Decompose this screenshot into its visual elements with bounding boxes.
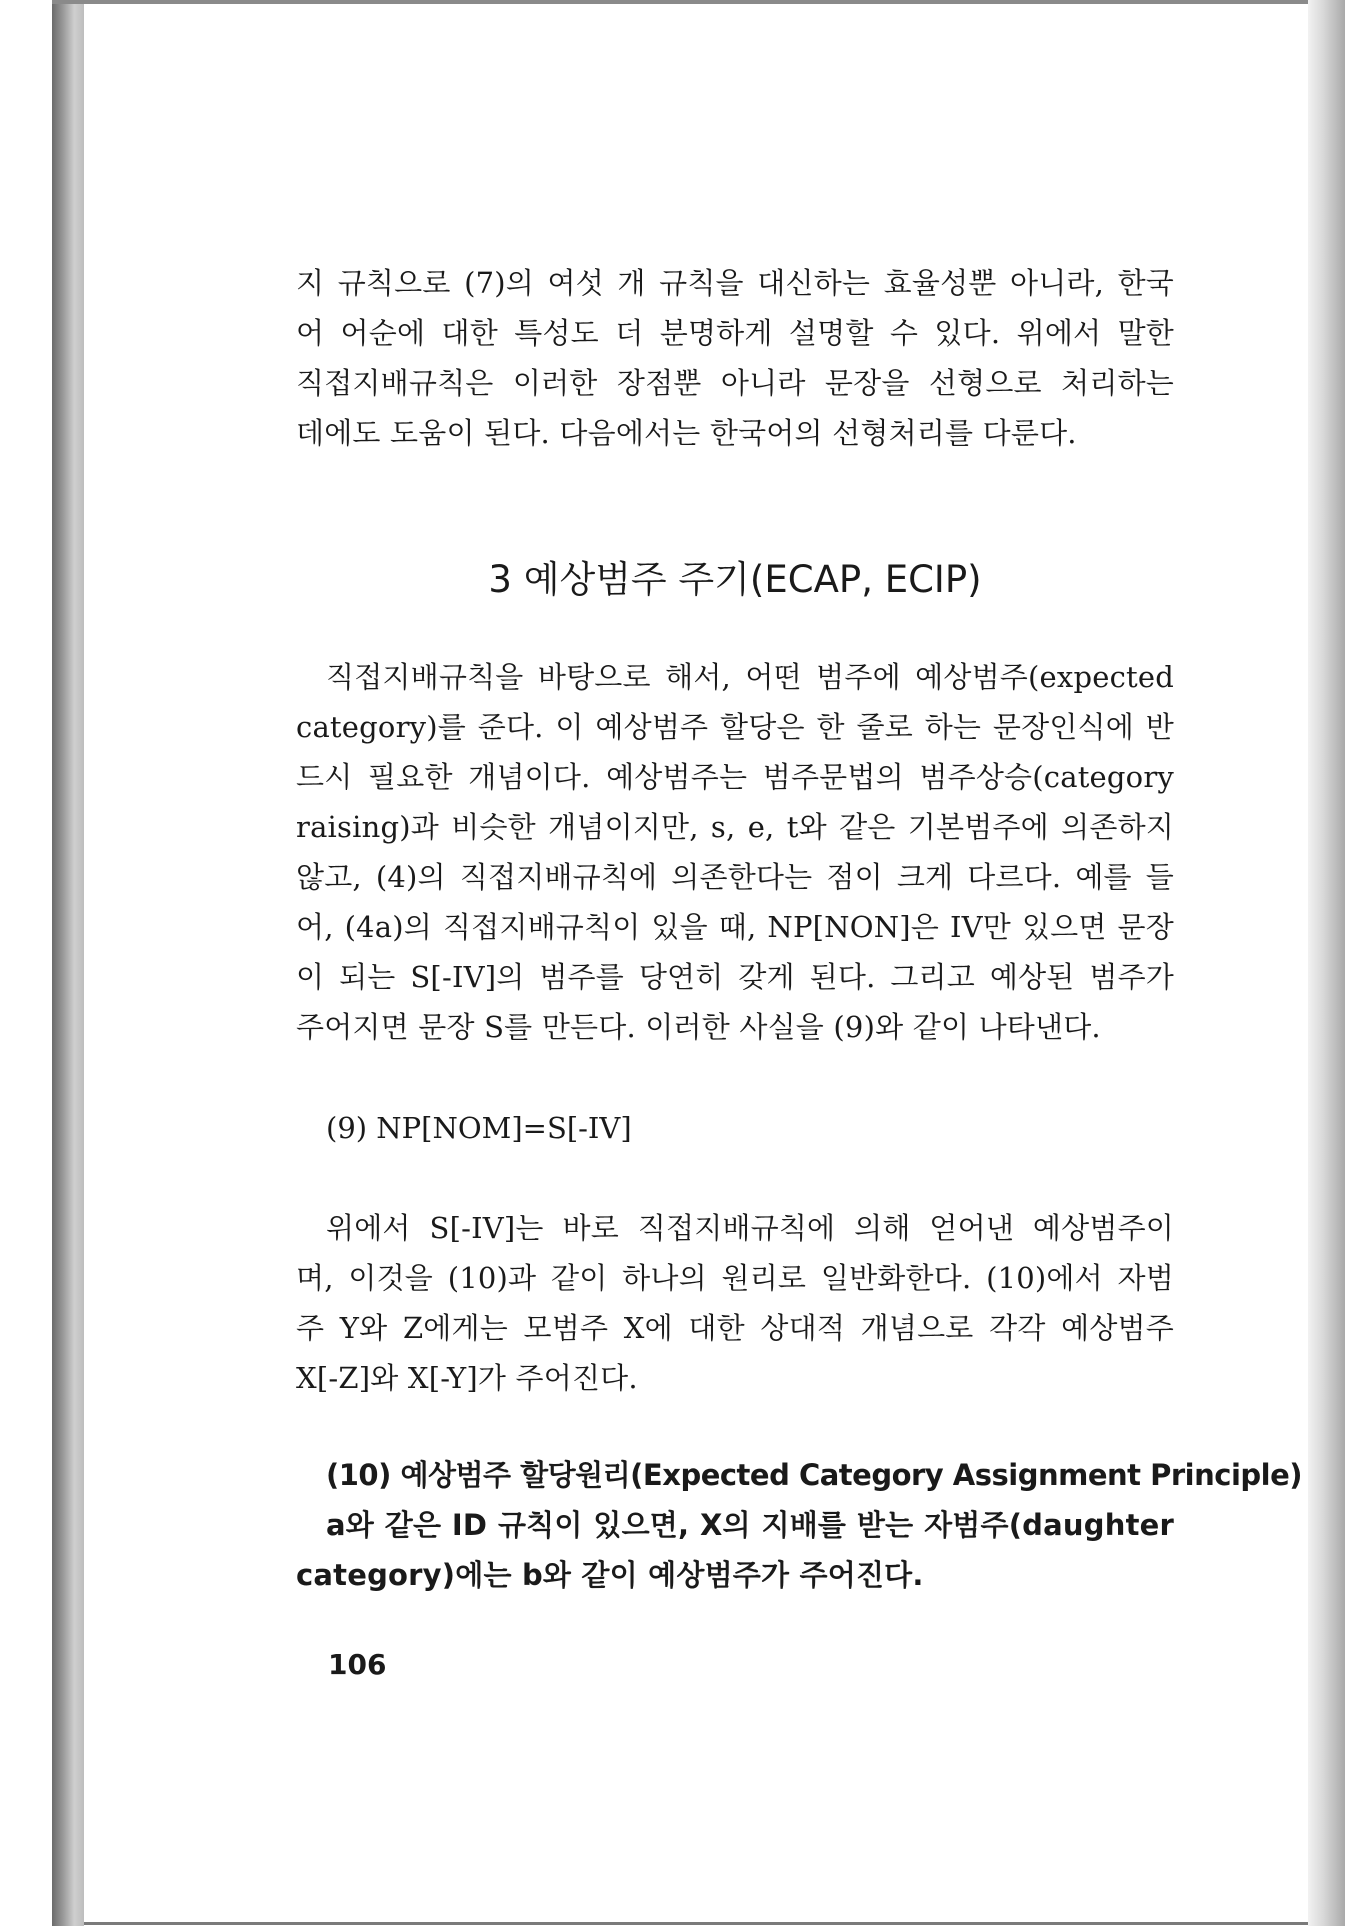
example-9: (9) NP[NOM]=S[-IV]: [326, 1111, 632, 1145]
paragraph-line: 않고, (4)의 직접지배규칙에 의존한다는 점이 크게 다르다. 예를 들: [296, 860, 1174, 894]
section-heading: 3 예상범주 주기(ECAP, ECIP): [488, 558, 982, 601]
principle-line: a와 같은 ID 규칙이 있으면, X의 지배를 받는 자범주(daughter: [326, 1508, 1174, 1542]
paragraph-line: 주 Y와 Z에게는 모범주 X에 대한 상대적 개념으로 각각 예상범주: [296, 1311, 1174, 1345]
page-right-edge: [1308, 0, 1345, 1926]
paragraph-line: 주어지면 문장 S를 만든다. 이러한 사실을 (9)와 같이 나타낸다.: [296, 1010, 1101, 1044]
principle-line: category)에는 b와 같이 예상범주가 주어진다.: [296, 1558, 924, 1592]
paragraph-line: 위에서 S[-IV]는 바로 직접지배규칙에 의해 얻어낸 예상범주이: [326, 1211, 1174, 1245]
paragraph-line: 직접지배규칙은 이러한 장점뿐 아니라 문장을 선형으로 처리하는: [296, 366, 1174, 400]
paragraph-2: [296, 652, 1174, 1052]
paragraph-1: [296, 258, 1174, 458]
paragraph-line: 지 규칙으로 (7)의 여섯 개 규칙을 대신하는 효율성뿐 아니라, 한국: [296, 266, 1174, 300]
book-spine: [52, 0, 84, 1926]
paragraph-line: 드시 필요한 개념이다. 예상범주는 범주문법의 범주상승(category: [296, 760, 1174, 794]
paragraph-line: 데에도 도움이 된다. 다음에서는 한국어의 선형처리를 다룬다.: [296, 416, 1077, 450]
page-number: 106: [328, 1648, 387, 1681]
paragraph-line: 이 되는 S[-IV]의 범주를 당연히 갖게 된다. 그리고 예상된 범주가: [296, 960, 1174, 994]
paragraph-line: category)를 준다. 이 예상범주 할당은 한 줄로 하는 문장인식에 반: [296, 710, 1174, 744]
paragraph-line: 어 어순에 대한 특성도 더 분명하게 설명할 수 있다. 위에서 말한: [296, 316, 1174, 350]
paragraph-line: 직접지배규칙을 바탕으로 해서, 어떤 범주에 예상범주(expected: [326, 660, 1174, 694]
paragraph-line: 어, (4a)의 직접지배규칙이 있을 때, NP[NON]은 IV만 있으면 문장: [296, 910, 1174, 944]
paragraph-line: raising)과 비슷한 개념이지만, s, e, t와 같은 기본범주에 의존하지: [296, 810, 1174, 844]
principle-title: (10) 예상범주 할당원리(Expected Category Assignment Principle): [326, 1458, 1303, 1492]
principle-body: [296, 1500, 1174, 1600]
paragraph-3: [296, 1203, 1174, 1403]
paragraph-line: 며, 이것을 (10)과 같이 하나의 원리로 일반화한다. (10)에서 자범: [296, 1261, 1174, 1295]
paragraph-line: X[-Z]와 X[-Y]가 주어진다.: [296, 1361, 638, 1395]
